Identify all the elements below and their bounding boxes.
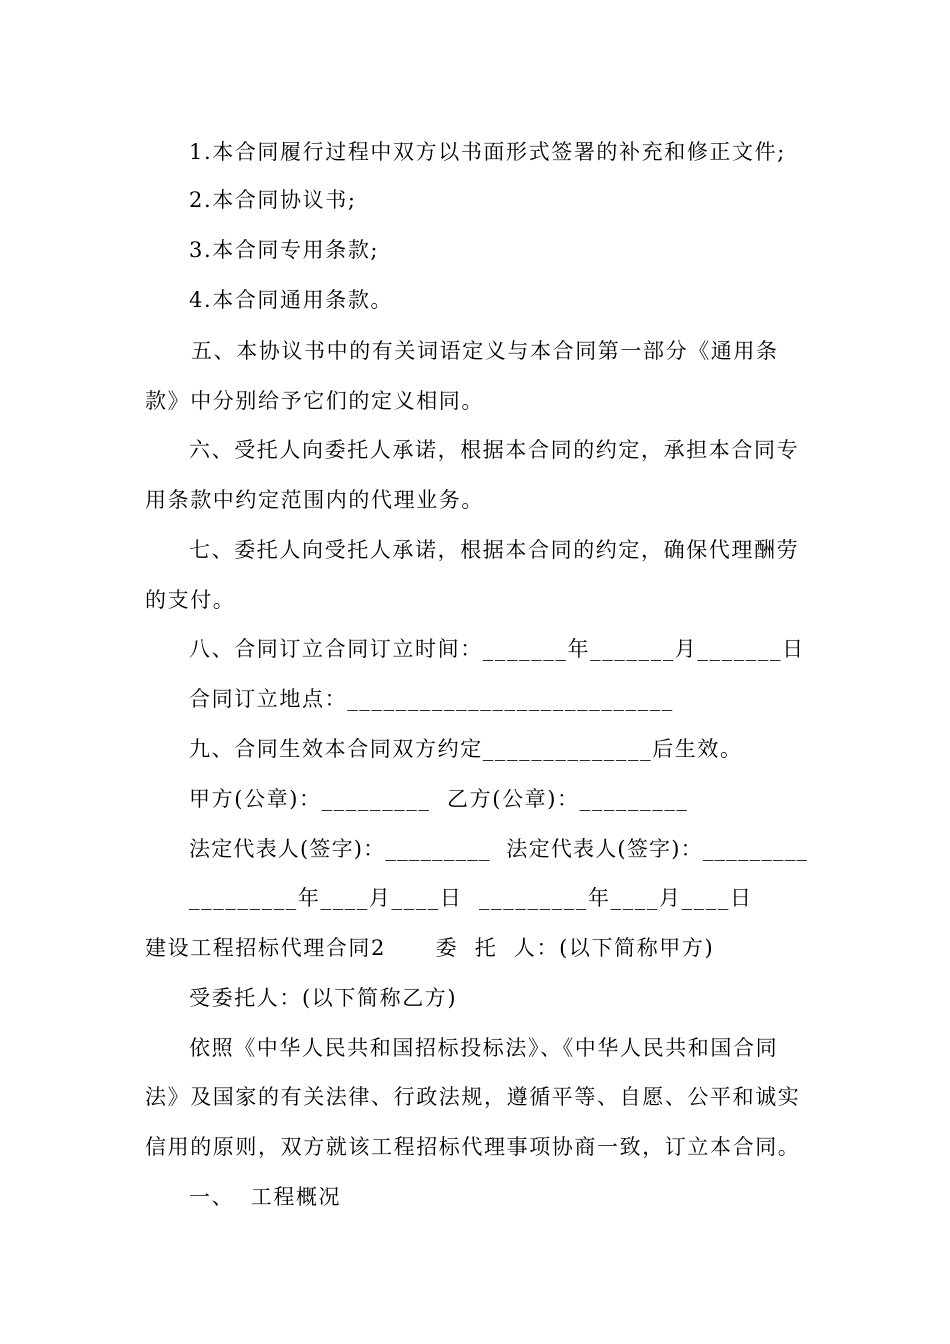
text-line: 用条款中约定范围内的代理业务。 [145, 488, 484, 512]
text-line: 1.本合同履行过程中双方以书面形式签署的补充和修正文件; [189, 140, 786, 164]
text-line: 依照《中华人民共和国招标投标法》、《中华人民共和国合同 [189, 1036, 779, 1060]
text-line: 法定代表人(签字)：_________ 法定代表人(签字)：_________ [189, 837, 809, 861]
text-line: 七、委托人向受托人承诺，根据本合同的约定，确保代理酬劳 [189, 538, 800, 562]
text-line: 的支付。 [145, 588, 236, 612]
text-line: 一、 工程概况 [189, 1185, 342, 1209]
text-line: _________年____月____日 _________年____月____日 [189, 886, 753, 910]
text-line: 合同订立地点：___________________________ [189, 687, 674, 711]
text-line: 建设工程招标代理合同2 委 托 人：(以下简称甲方) [145, 936, 715, 960]
text-line: 2.本合同协议书; [189, 188, 357, 212]
text-line: 受委托人：(以下简称乙方) [189, 986, 458, 1010]
text-line: 九、合同生效本合同双方约定______________后生效。 [189, 737, 743, 761]
text-line: 4.本合同通用条款。 [189, 288, 394, 312]
text-line: 六、受托人向委托人承诺，根据本合同的约定，承担本合同专 [189, 438, 800, 462]
text-line: 法》及国家的有关法律、行政法规，遵循平等、自愿、公平和诚实 [145, 1085, 801, 1109]
text-line: 3.本合同专用条款; [189, 238, 380, 262]
text-line: 八、合同订立合同订立时间：_______年_______月_______日 [189, 637, 805, 661]
text-line: 款》中分别给予它们的定义相同。 [145, 389, 484, 413]
text-line: 甲方(公章)：_________ 乙方(公章)：_________ [189, 787, 689, 811]
text-line: 信用的原则，双方就该工程招标代理事项协商一致，订立本合同。 [145, 1135, 801, 1159]
text-line: 五、本协议书中的有关词语定义与本合同第一部分《通用条 [191, 339, 779, 363]
